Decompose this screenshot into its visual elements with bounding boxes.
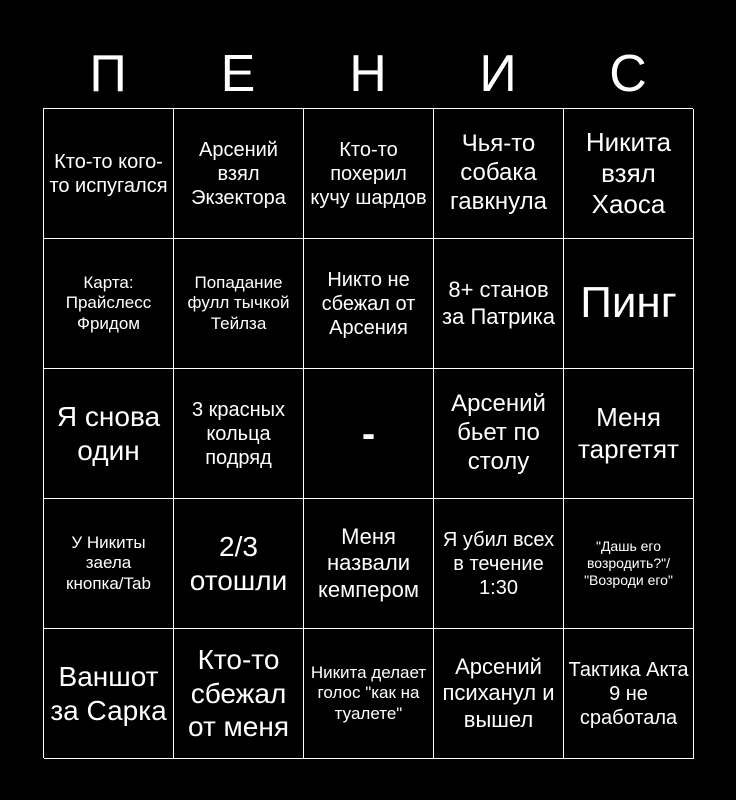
bingo-grid <box>43 108 693 758</box>
bingo-cell[interactable]: Кто-то сбежал от меня <box>174 629 304 759</box>
bingo-cell[interactable]: Меня назвали кемпером <box>304 499 434 629</box>
bingo-cell[interactable]: Никита взял Хаоса <box>564 109 694 239</box>
bingo-cell[interactable]: Попадание фулл тычкой Тейлза <box>174 239 304 369</box>
bingo-cell[interactable]: Я снова один <box>44 369 174 499</box>
bingo-cell[interactable]: У Никиты заела кнопка/Tab <box>44 499 174 629</box>
bingo-cell[interactable]: Меня таргетят <box>564 369 694 499</box>
bingo-cell[interactable]: Никита делает голос "как на туалете" <box>304 629 434 759</box>
header-letter-2: Е <box>220 45 256 103</box>
header-letter-3: Н <box>349 45 387 103</box>
bingo-cell[interactable]: Арсений психанул и вышел <box>434 629 564 759</box>
bingo-cell[interactable]: Ваншот за Сарка <box>44 629 174 759</box>
free-space-cell[interactable]: - <box>304 369 434 499</box>
bingo-cell[interactable]: Кто-то похерил кучу шардов <box>304 109 434 239</box>
bingo-header <box>43 40 693 108</box>
bingo-cell[interactable]: Карта: Прайслесс Фридом <box>44 239 174 369</box>
bingo-cell[interactable]: Я убил всех в течение 1:30 <box>434 499 564 629</box>
bingo-cell[interactable]: Кто-то кого-то испугался <box>44 109 174 239</box>
bingo-cell[interactable]: "Дашь его возродить?"/ "Возроди его" <box>564 499 694 629</box>
bingo-cell[interactable]: Тактика Акта 9 не сработала <box>564 629 694 759</box>
bingo-cell[interactable]: Чья-то собака гавкнула <box>434 109 564 239</box>
bingo-cell[interactable]: 3 красных кольца подряд <box>174 369 304 499</box>
header-letter-1: П <box>89 45 127 103</box>
bingo-cell[interactable]: Арсений взял Экзектора <box>174 109 304 239</box>
bingo-cell[interactable]: 8+ станов за Патрика <box>434 239 564 369</box>
header-letter-5: С <box>609 45 647 103</box>
bingo-cell[interactable]: Пинг <box>564 239 694 369</box>
bingo-cell[interactable]: Арсений бьет по столу <box>434 369 564 499</box>
bingo-cell[interactable]: Никто не сбежал от Арсения <box>304 239 434 369</box>
bingo-cell[interactable]: 2/3 отошли <box>174 499 304 629</box>
header-letter-4: И <box>479 45 517 103</box>
